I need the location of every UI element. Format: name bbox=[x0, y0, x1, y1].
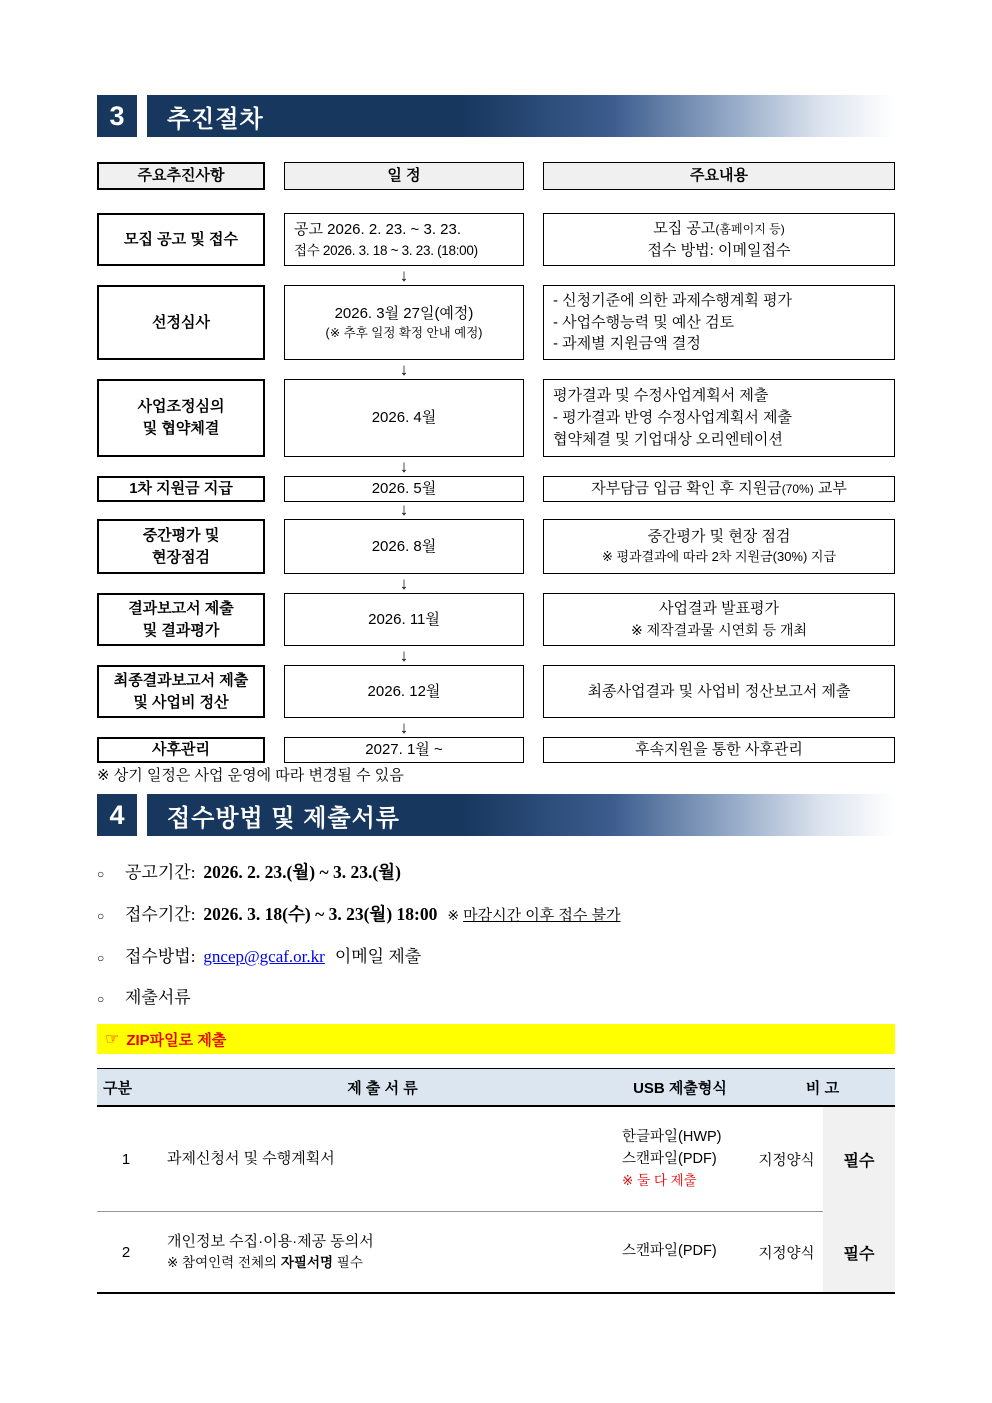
flow-step-label: 사후관리 bbox=[97, 737, 265, 763]
flow-schedule: 2026. 11월 bbox=[284, 593, 524, 646]
flow-schedule bbox=[284, 213, 524, 266]
flow-step-label bbox=[97, 379, 265, 457]
document-name: 개인정보 수집·이용·제공 동의서 bbox=[167, 1232, 374, 1250]
usb-format-cell: 스캔파일(PDF) bbox=[622, 1243, 717, 1260]
schedule-change-note: ※ 상기 일정은 사업 운영에 따라 변경될 수 있음 bbox=[97, 767, 404, 784]
schedule-line: 접수 2026. 3. 18 ~ 3. 23. (18:00) bbox=[294, 242, 478, 258]
note-text: ※ 참여인력 전체의 bbox=[167, 1255, 281, 1271]
format-line: 한글파일(HWP) bbox=[622, 1129, 722, 1146]
flow-arrow-row bbox=[97, 457, 895, 476]
flow-content bbox=[543, 593, 895, 646]
table-row bbox=[97, 1107, 895, 1212]
item-label: 접수방법: bbox=[125, 947, 196, 966]
content-line: ※ 제작결과물 시연회 등 개최 bbox=[630, 622, 808, 639]
content-text-small: (70%) bbox=[781, 482, 814, 496]
content-line: 접수 방법: 이메일접수 bbox=[647, 241, 791, 259]
flow-arrow-row bbox=[97, 574, 895, 593]
down-arrow-icon: ↓ bbox=[399, 360, 409, 379]
flow-schedule: 2026. 4월 bbox=[284, 379, 524, 457]
page-content bbox=[97, 0, 895, 1294]
flow-column-headers bbox=[97, 162, 895, 190]
flow-row-interim bbox=[97, 519, 895, 574]
content-line bbox=[653, 218, 784, 240]
flow-content bbox=[543, 213, 895, 266]
section3-title: 추진절차 bbox=[147, 95, 895, 137]
usb-format-cell bbox=[610, 1107, 750, 1212]
format-note: ※ 둘 다 제출 bbox=[622, 1172, 697, 1188]
note-text: 필수 bbox=[333, 1255, 363, 1271]
zip-submission-banner bbox=[97, 1024, 895, 1054]
pointing-hand-icon: ☞ bbox=[105, 1031, 120, 1048]
content-line: - 신청기준에 의한 과제수행계획 평가 bbox=[553, 291, 793, 309]
down-arrow-icon: ↓ bbox=[399, 266, 409, 285]
flow-schedule: 2026. 5월 bbox=[284, 476, 524, 502]
deadline-warning: 마감시간 이후 접수 불가 bbox=[463, 907, 621, 924]
required-badge: 필수 bbox=[823, 1107, 895, 1212]
flow-content bbox=[543, 285, 895, 360]
required-badge: 필수 bbox=[823, 1212, 895, 1292]
flow-arrow-row bbox=[97, 360, 895, 379]
form-type: 지정양식 bbox=[750, 1107, 823, 1212]
flow-step-label: 모집 공고 및 접수 bbox=[97, 213, 265, 266]
flow-schedule bbox=[284, 285, 524, 360]
flow-step-label bbox=[97, 519, 265, 574]
document-name-cell bbox=[155, 1212, 610, 1292]
list-item-application-method bbox=[97, 942, 895, 967]
list-item-application-period bbox=[97, 900, 895, 926]
step-line: 최종결과보고서 제출 bbox=[113, 671, 249, 689]
header-documents: 제 출 서 류 bbox=[347, 1079, 418, 1097]
flow-content bbox=[543, 476, 895, 502]
schedule-line: 2026. 3월 27일(예정) bbox=[334, 304, 474, 322]
flow-step-label: 선정심사 bbox=[97, 285, 265, 360]
section3-number: 3 bbox=[97, 95, 137, 137]
flow-schedule: 2027. 1월 ~ bbox=[284, 737, 524, 763]
step-line: 중간평가 및 bbox=[142, 526, 220, 544]
step-line: 사업조정심의 bbox=[137, 398, 225, 416]
content-line: 평가결과 및 수정사업계획서 제출 bbox=[553, 387, 769, 405]
step-line: 및 협약체결 bbox=[142, 420, 220, 437]
flow-row-follow-up bbox=[97, 737, 895, 759]
circle-bullet-icon: ○ bbox=[97, 909, 105, 923]
content-text: 모집 공고 bbox=[653, 219, 716, 237]
content-text-small: (홈페이지 등) bbox=[715, 221, 785, 236]
circle-bullet-icon: ○ bbox=[97, 951, 105, 965]
flow-row-final-report bbox=[97, 665, 895, 718]
content-line bbox=[591, 478, 847, 500]
step-line: 현장점검 bbox=[152, 548, 210, 566]
email-link[interactable]: gncep@gcaf.or.kr bbox=[203, 947, 325, 966]
spacer bbox=[97, 190, 895, 213]
flow-arrow-row bbox=[97, 718, 895, 737]
content-line: 협약체결 및 기업대상 오리엔테이션 bbox=[553, 430, 783, 448]
down-arrow-icon: ↓ bbox=[399, 457, 409, 476]
flow-arrow-row bbox=[97, 646, 895, 665]
flow-row-result-report bbox=[97, 593, 895, 646]
table-header-row bbox=[97, 1069, 895, 1107]
flow-arrow-row bbox=[97, 266, 895, 285]
header-remarks: 비 고 bbox=[805, 1079, 840, 1097]
list-item-documents bbox=[97, 983, 895, 1008]
content-line: - 사업수행능력 및 예산 검토 bbox=[553, 313, 735, 331]
circle-bullet-icon: ○ bbox=[97, 867, 105, 881]
flow-step-label bbox=[97, 593, 265, 646]
content-line: - 평가결과 반영 수정사업계획서 제출 bbox=[553, 409, 793, 427]
reference-mark: ※ bbox=[447, 907, 460, 923]
header-usb-format: USB 제출형식 bbox=[633, 1079, 727, 1097]
procedure-flowchart bbox=[97, 162, 895, 785]
row-number: 2 bbox=[121, 1243, 131, 1261]
document-note bbox=[167, 1253, 610, 1273]
content-line: ※ 평과결과에 따라 2차 지원금(30%) 지급 bbox=[601, 548, 837, 564]
content-line: 중간평가 및 현장 점검 bbox=[647, 528, 791, 546]
column-header-steps: 주요추진사항 bbox=[97, 162, 265, 190]
flow-row-agreement bbox=[97, 379, 895, 457]
flow-step-label bbox=[97, 665, 265, 718]
item-label: 제출서류 bbox=[125, 988, 191, 1007]
section4-title: 접수방법 및 제출서류 bbox=[147, 794, 895, 836]
column-header-schedule: 일 정 bbox=[284, 162, 524, 190]
flow-row-recruit bbox=[97, 213, 895, 266]
row-number: 1 bbox=[97, 1107, 155, 1212]
item-value: 2026. 2. 23.(월) ~ 3. 23.(월) bbox=[203, 862, 401, 882]
document-name: 과제신청서 및 수행계획서 bbox=[155, 1107, 610, 1212]
note-text-bold: 자필서명 bbox=[280, 1255, 334, 1271]
content-text: 자부담금 입금 확인 후 지원금 bbox=[591, 480, 782, 497]
step-line: 및 결과평가 bbox=[142, 621, 220, 639]
flow-step-label: 1차 지원금 지급 bbox=[97, 476, 265, 502]
schedule-line: 공고 2026. 2. 23. ~ 3. 23. bbox=[294, 220, 462, 238]
down-arrow-icon: ↓ bbox=[399, 574, 409, 593]
section4-header bbox=[97, 794, 895, 836]
schedule-line: (※ 추후 일정 확정 안내 예정) bbox=[325, 326, 483, 341]
flow-content bbox=[543, 519, 895, 574]
header-category: 구분 bbox=[103, 1079, 132, 1097]
step-line: 및 사업비 정산 bbox=[133, 693, 229, 711]
item-label: 접수기간: bbox=[125, 905, 196, 924]
down-arrow-icon: ↓ bbox=[399, 646, 409, 665]
section3-header bbox=[97, 95, 895, 137]
flow-content bbox=[543, 379, 895, 457]
item-suffix: 이메일 제출 bbox=[334, 947, 422, 966]
step-line: 결과보고서 제출 bbox=[128, 599, 234, 617]
flow-schedule: 2026. 12월 bbox=[284, 665, 524, 718]
format-line: 스캔파일(PDF) bbox=[622, 1150, 717, 1167]
flow-content: 후속지원을 통한 사후관리 bbox=[543, 737, 895, 763]
flow-row-review bbox=[97, 285, 895, 360]
column-header-contents: 주요내용 bbox=[543, 162, 895, 190]
form-type: 지정양식 bbox=[758, 1245, 815, 1262]
table-row bbox=[97, 1212, 895, 1292]
flow-schedule: 2026. 8월 bbox=[284, 519, 524, 574]
content-line: - 과제별 지원금액 결정 bbox=[553, 335, 701, 353]
down-arrow-icon: ↓ bbox=[399, 500, 409, 519]
item-label: 공고기간: bbox=[125, 863, 196, 882]
documents-table bbox=[97, 1068, 895, 1294]
item-value: 2026. 3. 18(수) ~ 3. 23(월) 18:00 bbox=[203, 904, 438, 924]
submission-info-list bbox=[97, 858, 895, 1008]
list-item-announcement-period bbox=[97, 858, 895, 884]
down-arrow-icon: ↓ bbox=[399, 718, 409, 737]
flow-row-first-payment bbox=[97, 476, 895, 500]
flow-content: 최종사업결과 및 사업비 정산보고서 제출 bbox=[543, 665, 895, 718]
circle-bullet-icon: ○ bbox=[97, 992, 105, 1006]
zip-banner-text: ZIP파일로 제출 bbox=[126, 1031, 227, 1049]
flow-arrow-row bbox=[97, 500, 895, 519]
content-text: 교부 bbox=[813, 480, 847, 497]
content-line: 사업결과 발표평가 bbox=[658, 600, 780, 618]
section4-number: 4 bbox=[97, 794, 137, 836]
